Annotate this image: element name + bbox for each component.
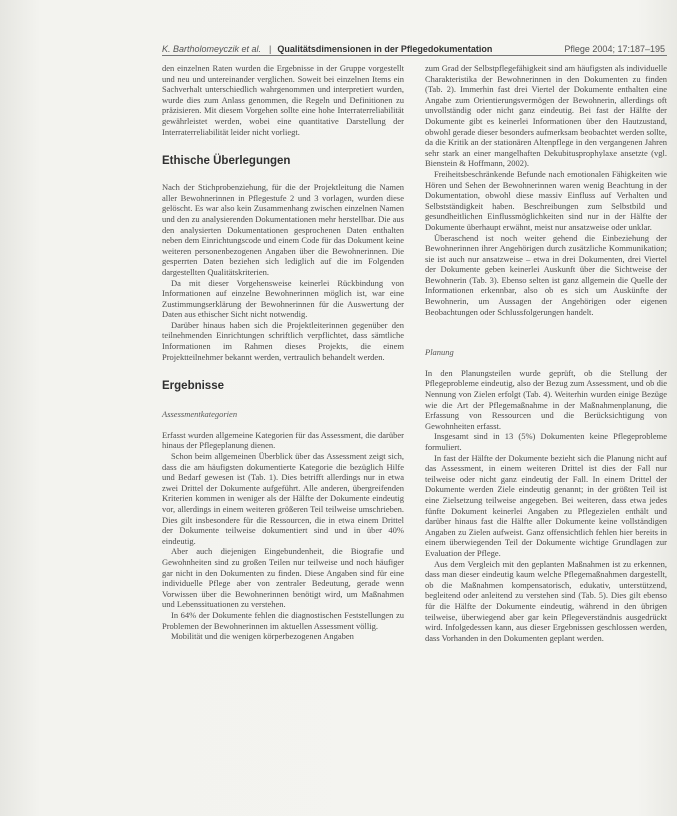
- paragraph: Schon beim allgemeinen Überblick über das Assessment zeigt sich, dass die am häufigsten dokumentierte Kategorie die bezüglich Hilfe und Bedarf gewesen ist (Tab. 1). Dies betrifft allerdings nur in etwa zwei Drittel der Dokumente aufgeführt. Alle anderen, übergreifenden Kriterien kommen in weniger als der Hälfte der Dokumente eindeutig vor, allerdings in einem weiteren größeren Teil teilweise umschrieben. Dies gilt insbesondere für die Ressourcen, die in etwa einem Drittel der Dokumente teilweise dokumentiert sind und in über 40% eindeutig.: [162, 451, 404, 546]
- paragraph: Insgesamt sind in 13 (5%) Dokumenten keine Pflegeprobleme formuliert.: [425, 431, 667, 452]
- subsection-heading-planung: Planung: [425, 347, 454, 358]
- paragraph: den einzelnen Raten wurden die Ergebnisse in der Gruppe vorgestellt und neu und untereinander verglichen. Soweit bei einzelnen Items ein Sachverhalt unterschiedlich wahrgenommen und interpretiert wurden, wurde dies zum Anlass genommen, die Regeln und Definitionen zu präzisieren. Mit diesem Vorgehen sollte eine hohe Interraterreliabilität gewährleistet werden, wobei eine quantitative Darstellung der Interraterreliabilität leider nicht vorliegt.: [162, 63, 404, 137]
- section-heading-ethik: Ethische Überlegungen: [162, 155, 291, 168]
- paragraph: Freiheitsbeschränkende Befunde nach emotionalen Fähigkeiten wie Hören und Sehen der Bewohnerinnen waren wenig Beachtung in der Dokumentation, obwohl diese massiv Einfluss auf Verhalten und Selbstständigkeit haben. Beschreibungen zum Selbstbild und gesundheitlichen Einflussmöglichkeiten sind nur in der Hälfte der Dokumente überhaupt erwähnt, meist nur ansatzweise oder unklar.: [425, 168, 667, 232]
- header-rule: [162, 55, 667, 56]
- paragraph: In fast der Hälfte der Dokumente bezieht sich die Planung nicht auf das Assessment, in einem weiteren Drittel ist dies der Fall nur teilweise oder nicht ganz eindeutig der Fall. In einem Drittel der Dokumente werden Ziele eindeutig genannt; in der größten Teil ist eine Zielsetzung teilweise angegeben. Bei weiteren, dass etwa jedes fünfte Dokument keinerlei Angaben zu Pflegezielen enthält und darüber hinaus fast die Hälfte aller Dokumente keine vollständigen Angaben zu Zielen aufweist. Ganz offensichtlich fehlen hier bereits in einem überwiegenden Teil der Dokumente wichtige Grundlagen zur Evaluation der Pflege.: [425, 452, 667, 558]
- paragraph: zum Grad der Selbstpflegefähigkeit sind am häufigsten als individuelle Charakteristika der Bewohnerinnen in den Dokumenten zu finden (Tab. 2). Immerhin fast drei Viertel der Dokumente enthalten eine Angabe zum Orientierungsvermögen der Bewohnerin, allerdings oft unvollständig oder nicht ganz eindeutig. Bei fast der Hälfte der Dokumente gibt es keinerlei Informationen über den Hautzustand, obwohl gerade dieser besonders aufmerksam beobachtet werden sollte, da die Kritik an der stationären Altenpflege in den vergangenen Jahren sehr stark an einer mangelhaften Dekubitusprophylaxe ansetzte (vgl. Bienstein & Hoffmann, 2002).: [425, 63, 667, 169]
- paragraph: Erfasst wurden allgemeine Kategorien für das Assessment, die darüber hinaus der Pflegeplanung dienen.: [162, 429, 404, 451]
- paragraph: Mobilität und die wenigen körperbezogenen Angaben: [171, 631, 354, 642]
- section-heading-ergebnisse: Ergebnisse: [162, 380, 224, 393]
- subsection-heading-assessment: Assessmentkategorien: [162, 409, 238, 420]
- paragraph: Aber auch diejenigen Eingebundenheit, die Biografie und Gewohnheiten sind zu großen Teilen nur teilweise und noch häufiger gar nicht in den Dokumenten zu finden. Diese Angaben sind für eine individuelle Pflege aber von zentraler Bedeutung, gerade wenn Vorwissen über die Bewohnerinnen benötigt wird, um Maßnahmen und Lebenssituationen zu verstehen.: [162, 546, 404, 610]
- paragraph: Nach der Stichprobenziehung, für die der Projektleitung die Namen aller Bewohnerinnen in Pflegestufe 2 und 3 vorlagen, wurden diese gelöscht. Es war also kein Zusammenhang zwischen einzelnen Namen und den zu analysierenden Dokumentationen mehr herstellbar. Die aus den analysierten Dokumentationen gesprochenen Daten enthalten neben dem Einrichtungscode und einem Code für das Dokument keine weiteren personenbezogenen Angaben über die Bewohnerinnen. Die gesperrten Daten beziehen sich lediglich auf die im Folgenden dargestellten Qualitätskriterien.: [162, 182, 404, 277]
- left-column: [162, 63, 404, 642]
- paragraph: Überaschend ist noch weiter gehend die Einbeziehung der Bewohnerinnen ihrer Angehörigen durch zusätzliche Kommunikation; sie ist auch nur ansatzweise – etwa in drei Dokumenten, drei Viertel der Dokumente geben keinerlei Auskunft über die Sichtweise der Bewohnerin (Tab. 3). Ebenso selten ist ganz allgemein die Quelle der Informationen erkennbar, also ob es sich um Auskünfte der Bewohnerin, um Aussagen der Angehörigen oder eigenen Beobachtungen oder Schlussfolgerungen handelt.: [425, 232, 667, 317]
- header-article-title: Qualitätsdimensionen in der Pflegedokumentation: [277, 44, 493, 54]
- paragraph: Aus dem Vergleich mit den geplanten Maßnahmen ist zu erkennen, dass man dieser eindeutig kaum welche Pflegemaßnahmen dargestellt, ob die Maßnahmen kompensatorisch, edukativ, unterstützend, begleitend oder anleitend zu verstehen sind (Tab. 5). Dies gilt ebenso für die Hälfte der Dokumente eindeutig, während in den übrigen teilweise, überwiegend aber gar kein Pflegeverständnis ausgedrückt wird. Infolgedessen kann, aus dieser Ergebnissen geschlossen werden, dass Vorhanden in den Dokumenten geplant werden.: [425, 558, 667, 643]
- paragraph: In den Planungsteilen wurde geprüft, ob die Stellung der Pflegeprobleme eindeutig, also der Bezug zum Assessment, und ob die Nennung von Zielen erfolgt (Tab. 4). Weiterhin wurden einige Bezüge wie die Art der Pflegemaßnahme in der Maßnahmenplanung, die Erfassung von Ressourcen und die Berücksichtigung von Gewohnheiten erfasst.: [425, 367, 667, 431]
- header-separator: |: [269, 44, 272, 54]
- right-column: [425, 63, 667, 643]
- paragraph: Da mit dieser Vorgehensweise keinerlei Rückbindung von Informationen auf einzelne Bewohnerinnen möglich ist, war eine Zustimmungserklärung der Bewohnerinnen für die Auswertung der Daten aus ethischer Sicht nicht notwendig.: [162, 277, 404, 320]
- paragraph: Darüber hinaus haben sich die Projektleiterinnen gegenüber den teilnehmenden Einrichtungen schriftlich verpflichtet, dass sämtliche Informationen im Rahmen dieses Projekts, die einem Projektteilnehmer bekannt werden, vertraulich behandelt werden.: [162, 319, 404, 362]
- header-authors: K. Bartholomeyczik et al.: [162, 44, 262, 54]
- paragraph: In 64% der Dokumente fehlen die diagnostischen Feststellungen zu Problemen der Bewohnerinnen im aktuellen Assessment völlig.: [162, 609, 404, 631]
- header-citation: Pflege 2004; 17:187–195: [564, 44, 665, 54]
- running-header: [162, 40, 667, 54]
